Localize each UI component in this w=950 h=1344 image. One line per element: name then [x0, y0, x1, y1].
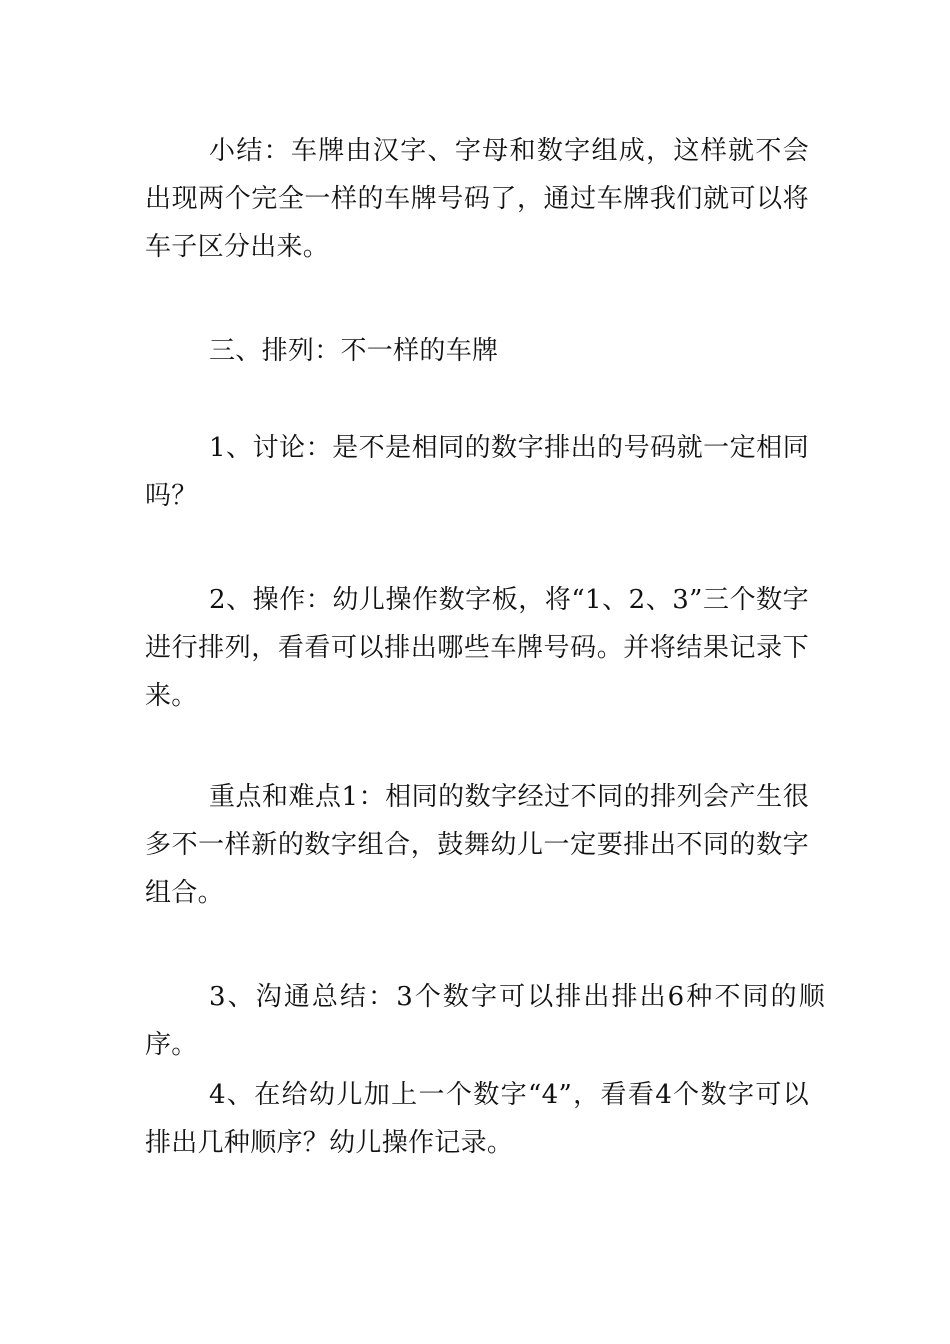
summary-paragraph: 小结：车牌由汉字、字母和数字组成，这样就不会出现两个完全一样的车牌号码了，通过车牌我们就可以将车子区分出来。: [145, 136, 809, 262]
key-difficulty-paragraph: 重点和难点1：相同的数字经过不同的排列会产生很多不一样新的数字组合，鼓舞幼儿一定要排出不同的数字组合。: [145, 782, 809, 908]
section-heading-arrangement: 三、排列：不一样的车牌: [209, 336, 499, 366]
step-4-extension: 4、在给幼儿加上一个数字“4”，看看4个数字可以排出几种顺序？幼儿操作记录。: [145, 1080, 809, 1158]
step-2-operation: 2、操作：幼儿操作数字板，将“1、2、3”三个数字进行排列，看看可以排出哪些车牌号码。并将结果记录下来。: [145, 585, 809, 711]
step-3-summary: 3、沟通总结：3个数字可以排出排出6种不同的顺序。: [145, 982, 825, 1060]
step-1-discussion: 1、讨论：是不是相同的数字排出的号码就一定相同吗？: [145, 433, 809, 511]
